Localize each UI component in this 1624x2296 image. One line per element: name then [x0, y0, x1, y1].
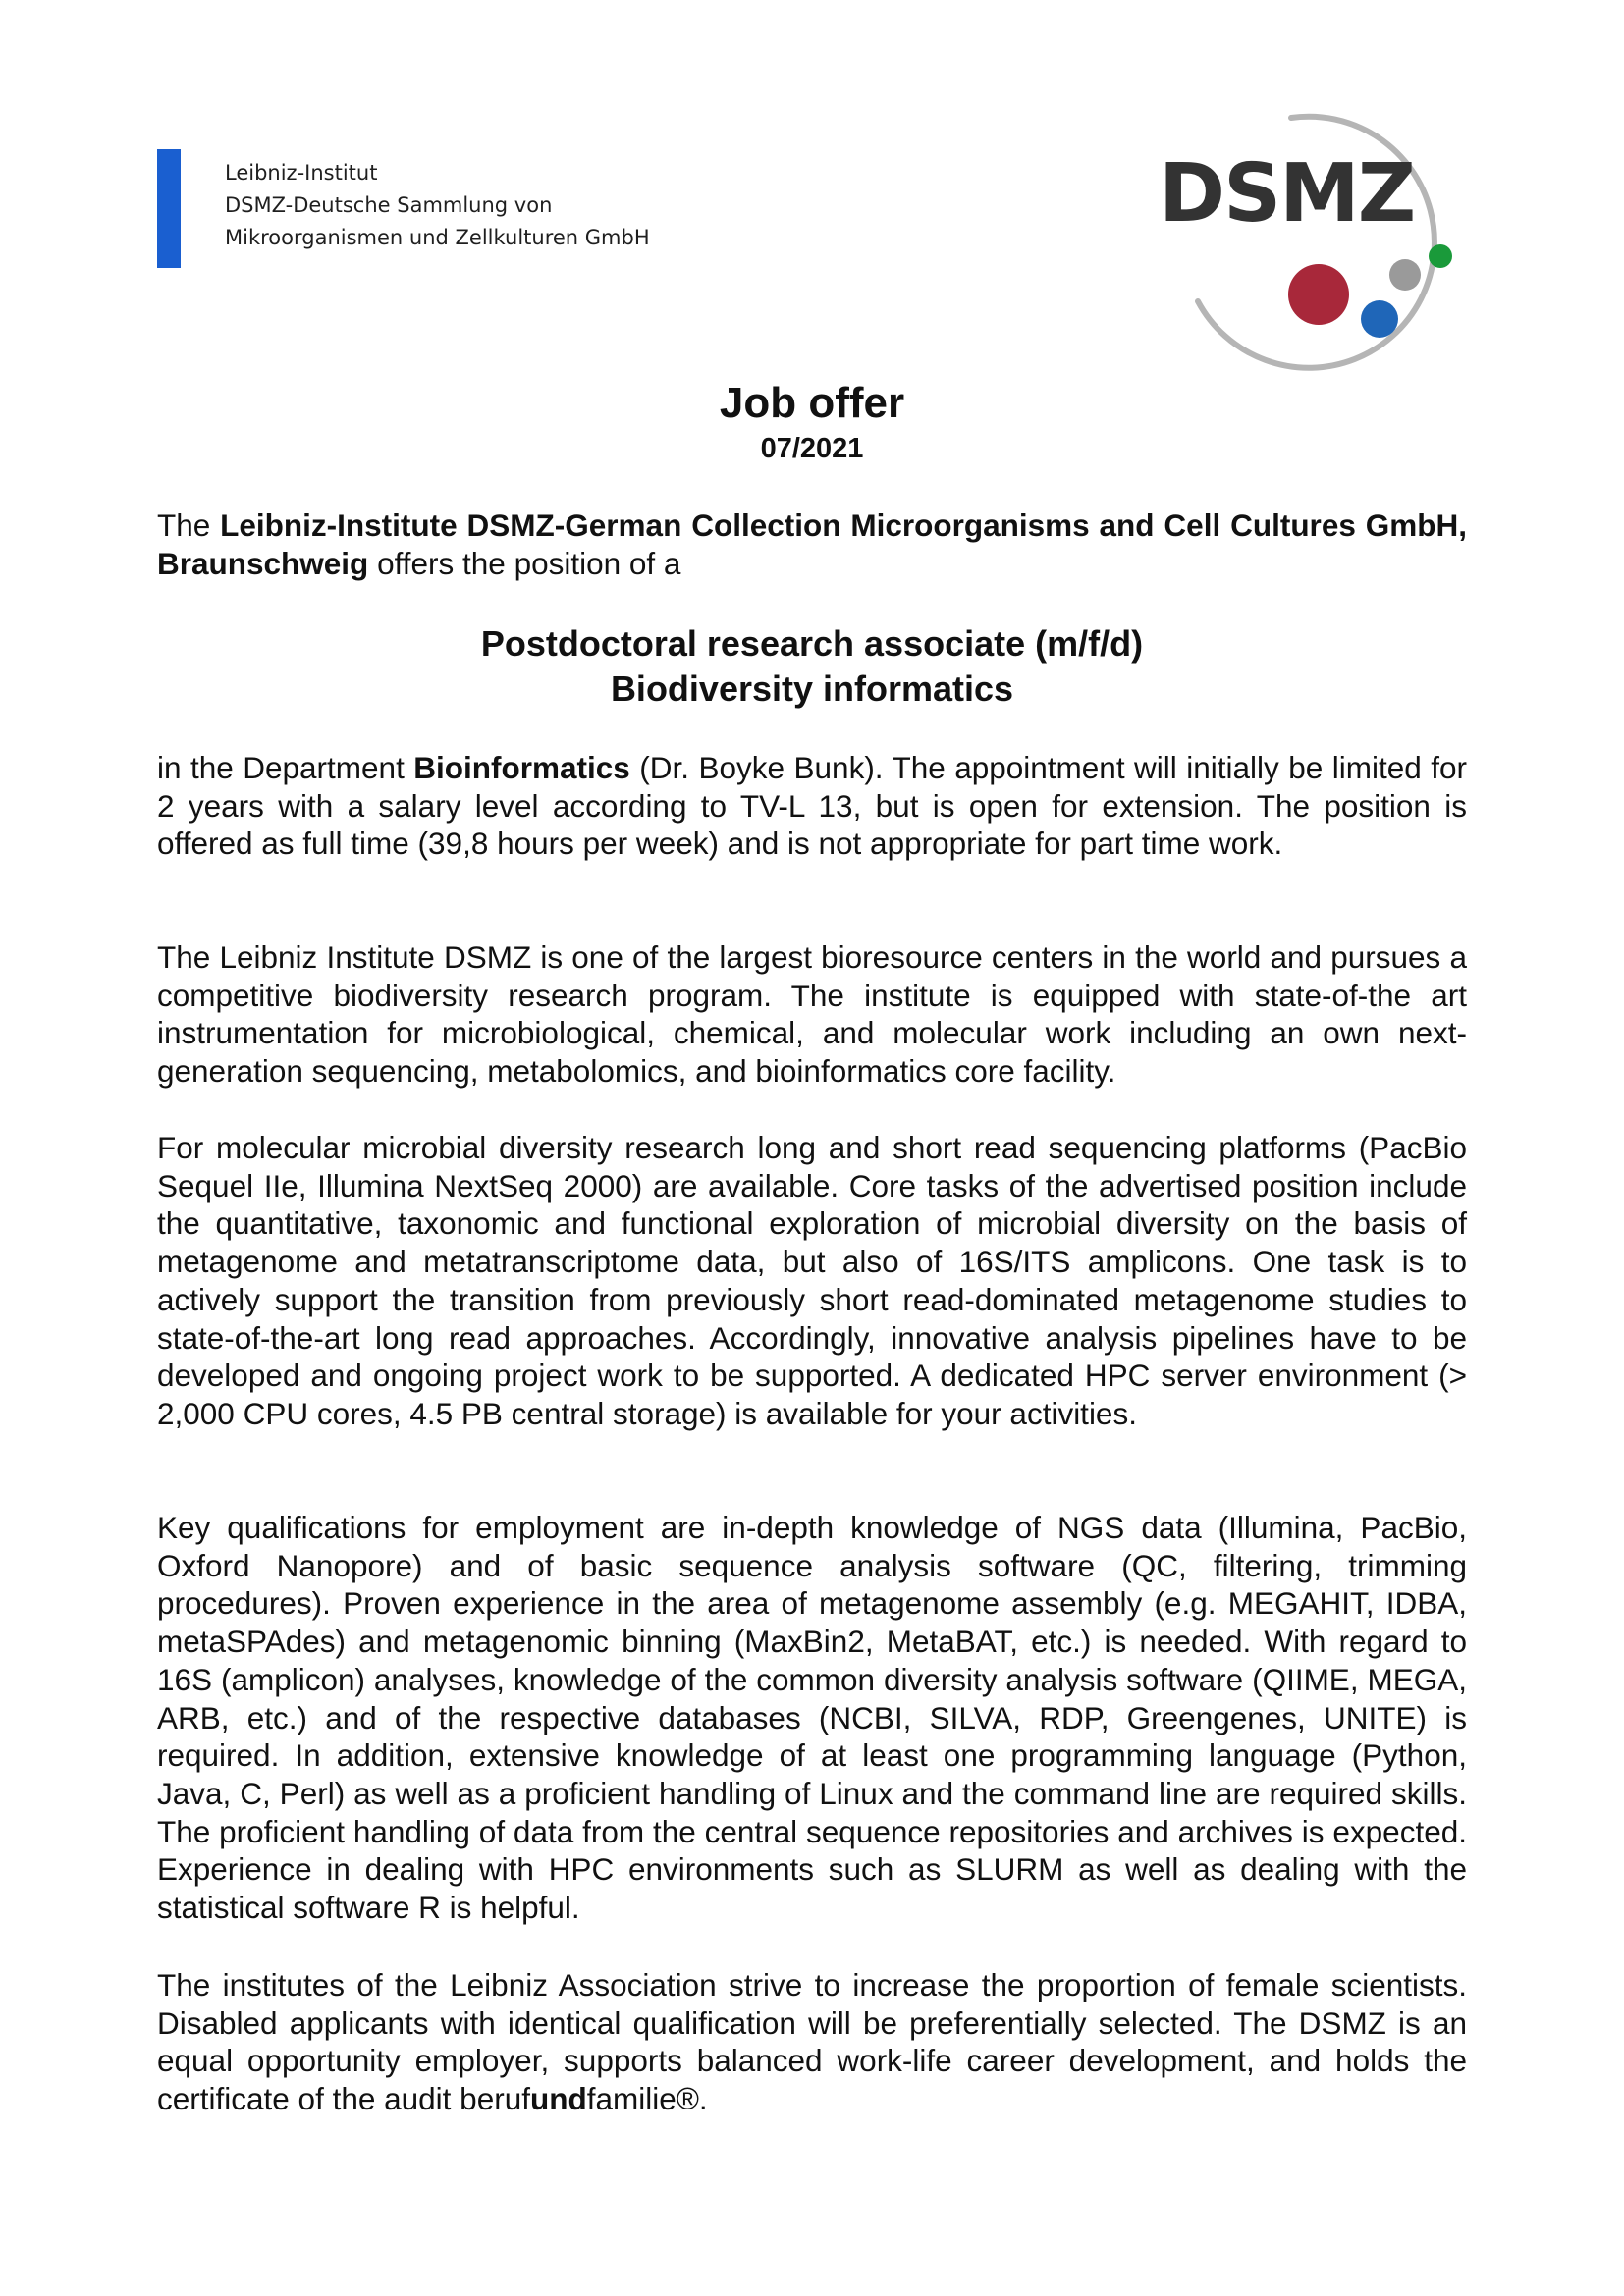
intro-post: offers the position of a	[368, 545, 681, 581]
equal-opportunity-paragraph	[157, 1966, 1467, 2118]
intro-paragraph	[157, 507, 1467, 582]
position-title-line-1: Postdoctoral research associate (m/f/d)	[480, 623, 1144, 664]
intro-institute-name: Leibniz-Institute DSMZ-German Collection Microorganisms and Cell Cultures GmbH, Braunschweig	[157, 507, 1467, 581]
logo-dot-gray	[1389, 259, 1421, 291]
logo-text: DSMZ	[1159, 147, 1415, 240]
equal-opportunity-post: familie®.	[586, 2081, 708, 2117]
institute-line-2: DSMZ-Deutsche Sammlung von	[225, 193, 553, 217]
tasks-paragraph: For molecular microbial diversity research long and short read sequencing platforms (PacBio Sequel IIe, Illumina NextSeq 2000) are available. Core tasks of the advertised position include the quantitative, taxonomic and functional exploration of microbial diversity on the basis of metagenome and metatranscriptome data, but also of 16S/ITS amplicons. One task is to actively support the transition from previously short read-dominated metagenome studies to state-of-the-art long read approaches. Accordingly, innovative analysis pipelines have to be developed and ongoing project work to be supported. A dedicated HPC server environment (> 2,000 CPU cores, 4.5 PB central storage) is available for your activities.	[157, 1130, 1467, 1431]
logo-dot-blue	[1361, 300, 1398, 338]
audit-bold-und: und	[529, 2081, 587, 2117]
qualifications-paragraph: Key qualifications for employment are in-depth knowledge of NGS data (Illumina, PacBio, Oxford Nanopore) and of basic sequence analysis software (QC, filtering, trimming procedures). Proven experience in the area of metagenome assembly (e.g. MEGAHIT, IDBA, metaSPAdes) and metagenomic binning (MaxBin2, MetaBAT, etc.) is needed. With regard to 16S (amplicon) analyses, knowledge of the common diversity analysis software (QIIME, MEGA, ARB, etc.) and of the respective databases (NCBI, SILVA, RDP, Greengenes, UNITE) is required. In addition, extensive knowledge of at least one programming language (Python, Java, C, Perl) as well as a proficient handling of Linux and the command line are required skills. The proficient handling of data from the central sequence repositories and archives is expected. Experience in dealing with HPC environments such as SLURM as well as dealing with the statistical software R is helpful.	[157, 1510, 1467, 1926]
position-title-line-2: Biodiversity informatics	[610, 668, 1014, 709]
department-pre: in the Department	[157, 750, 414, 785]
dsmz-logo	[1144, 110, 1502, 380]
equal-opportunity-pre: The institutes of the Leibniz Association strive to increase the proportion of female scientists. Disabled applicants with identical qualification will be preferentially selected. The DSMZ is an equal opportunity employer, supports balanced work-life career development, and holds the certificate of the audit beruf	[157, 1967, 1467, 2117]
logo-dot-red	[1288, 264, 1349, 325]
institute-accent-bar	[157, 149, 181, 268]
logo-dot-green	[1429, 244, 1452, 268]
department-name: Bioinformatics	[413, 750, 630, 785]
page-title: Job offer	[719, 379, 905, 427]
intro-pre: The	[157, 507, 221, 543]
job-number: 07/2021	[760, 433, 864, 464]
position-title	[0, 621, 1624, 712]
department-paragraph	[157, 749, 1467, 863]
institute-paragraph: The Leibniz Institute DSMZ is one of the largest bioresource centers in the world and pursues a competitive biodiversity research program. The institute is equipped with state-of-the art instrumentation for microbiological, chemical, and molecular work including an own next-generation sequencing, metabolomics, and bioinformatics core facility.	[157, 939, 1467, 1090]
department-post: (Dr. Boyke Bunk). The appointment will initially be limited for 2 years with a salary level according to TV-L 13, but is open for extension. The position is offered as full time (39,8 hours per week) and is not appropriate for part time work.	[157, 750, 1468, 862]
institute-line-1: Leibniz-Institut	[225, 161, 378, 185]
institute-name-block	[225, 157, 650, 254]
institute-line-3: Mikroorganismen und Zellkulturen GmbH	[225, 226, 650, 249]
